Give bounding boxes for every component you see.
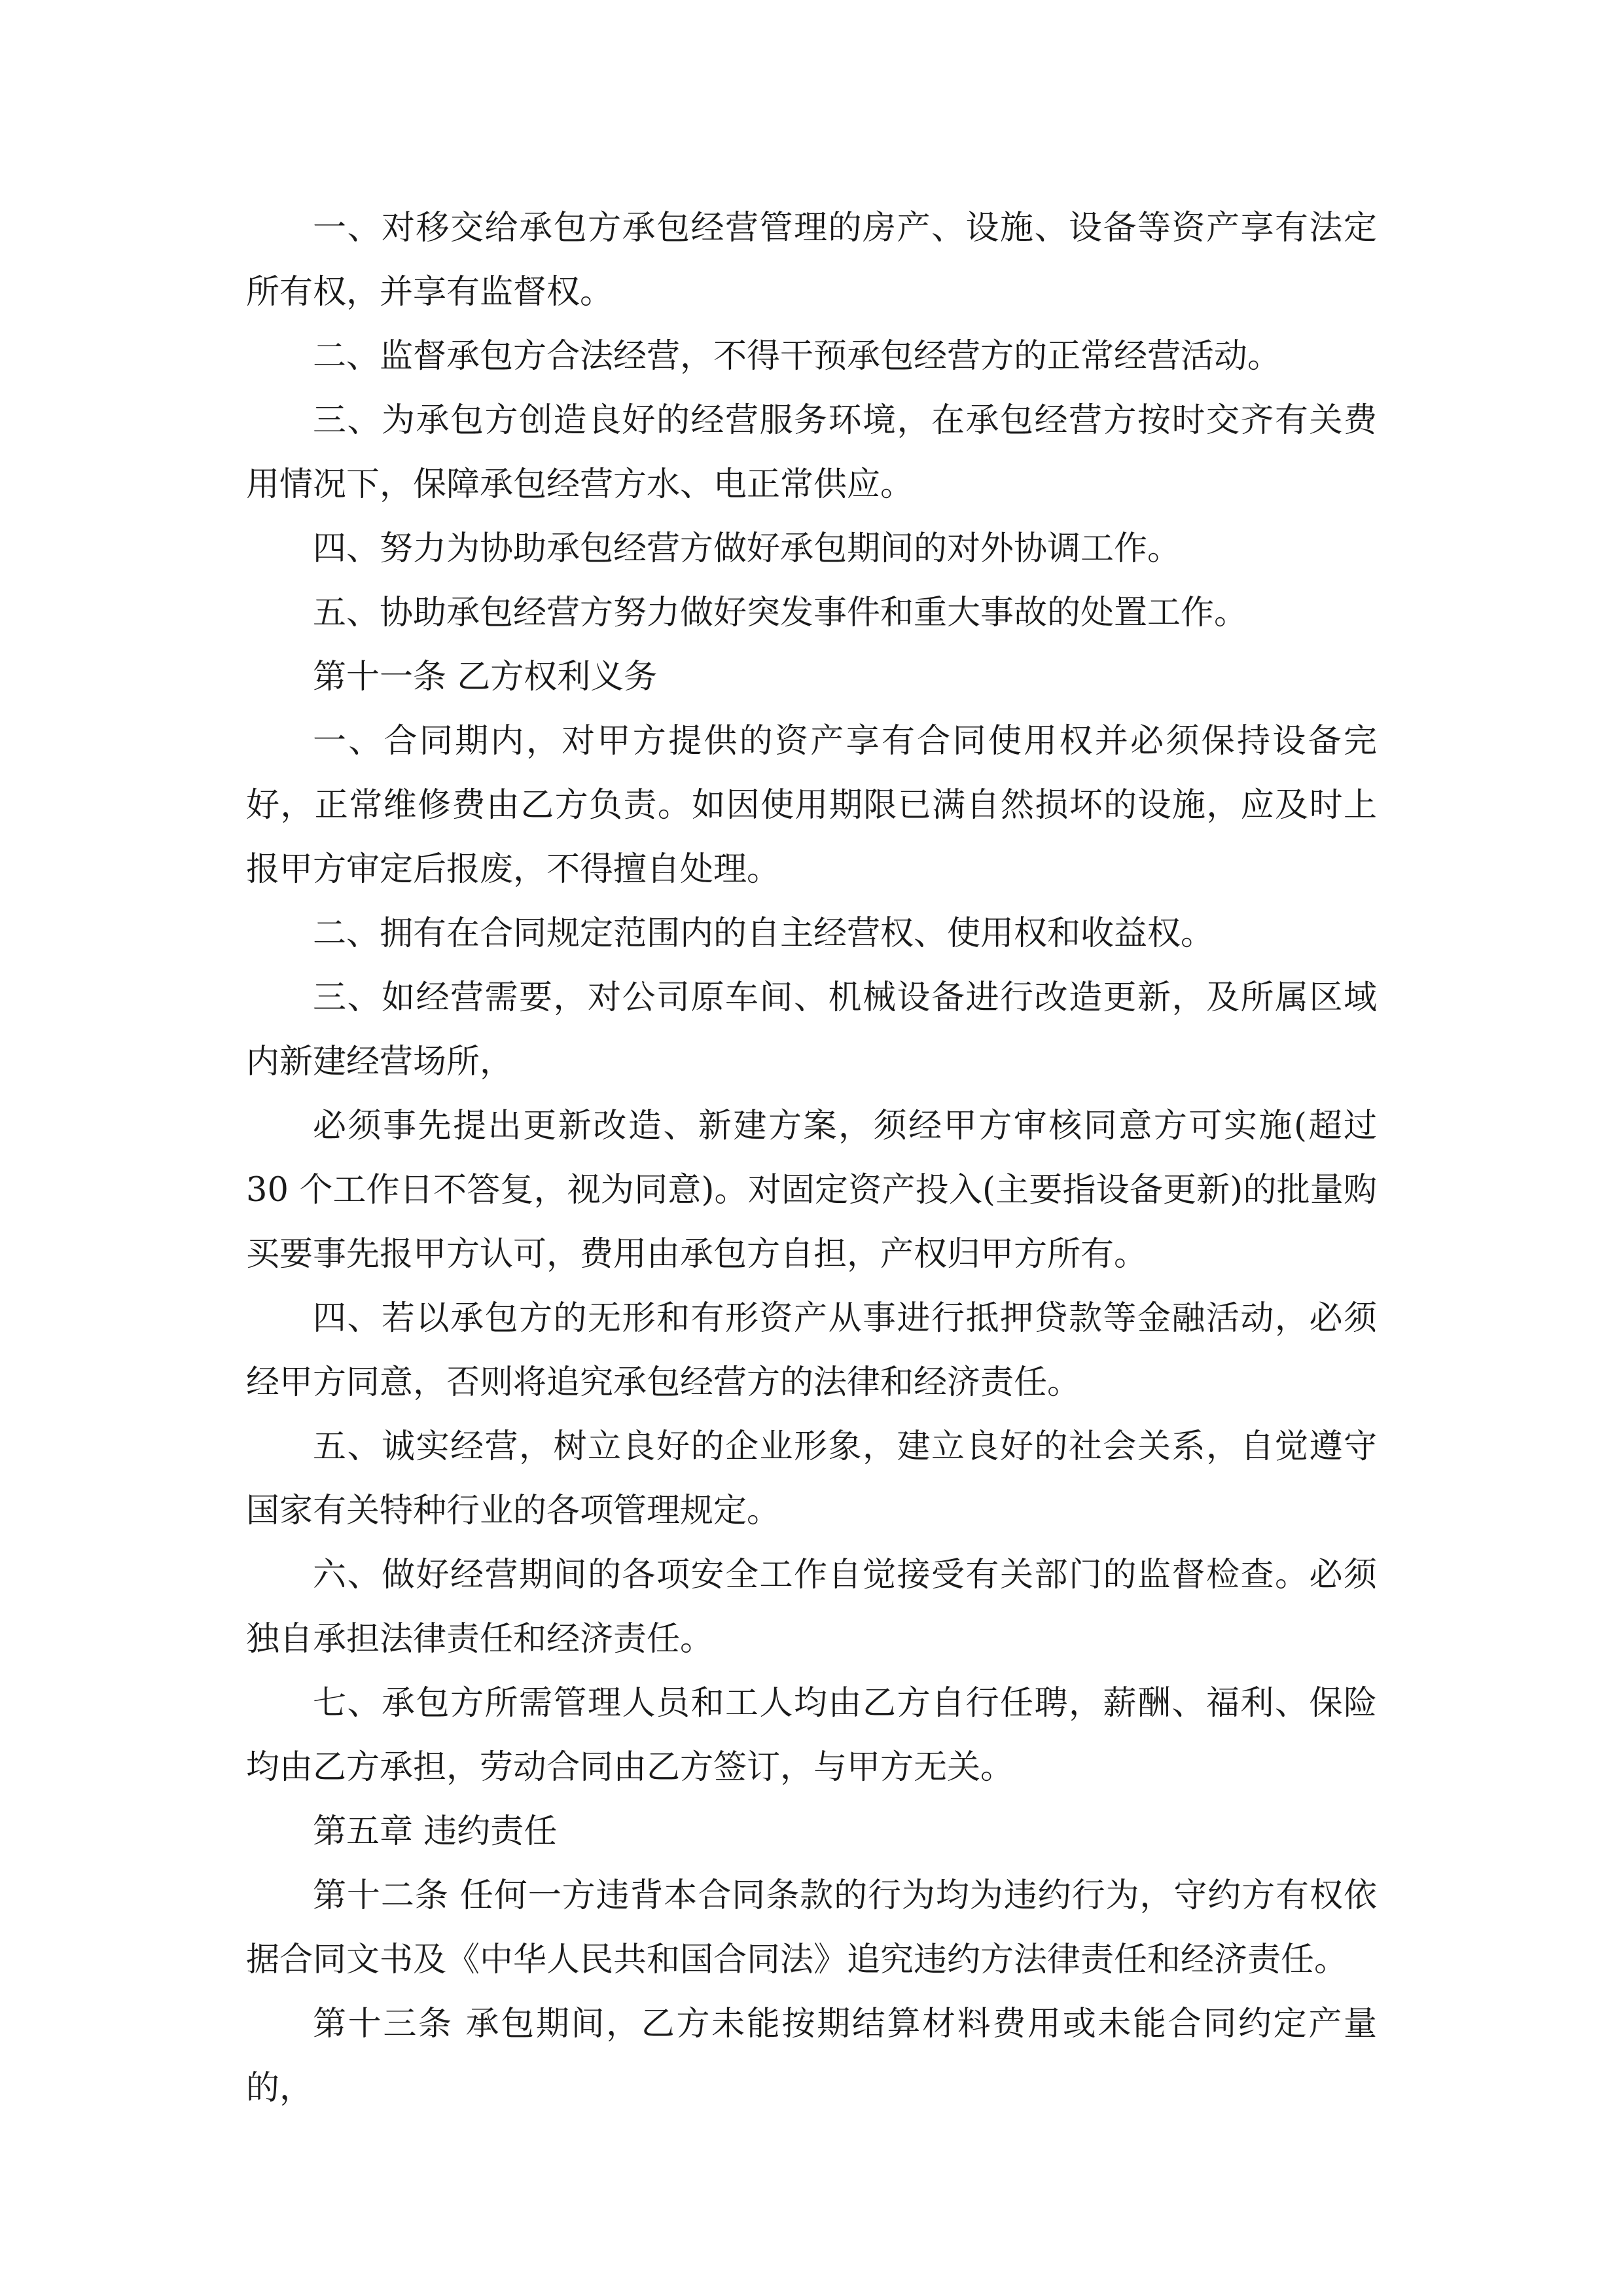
- article-13-paragraph: 第十三条 承包期间，乙方未能按期结算材料费用或未能合同约定产量的，: [246, 2005, 1377, 2108]
- paragraph-party-b-asset-use: 一、合同期内，对甲方提供的资产享有合同使用权并必须保持设备完好，正常维修费由乙方负责。如因使用期限已满自然损坏的设施，应及时上报甲方审定后报废，不得擅自处理。: [246, 722, 1377, 889]
- paragraph-party-a-supervision: 二、监督承包方合法经营，不得干预承包经营方的正常经营活动。: [313, 337, 1281, 376]
- paragraph-party-b-autonomy: 二、拥有在合同规定范围内的自主经营权、使用权和收益权。: [313, 914, 1215, 953]
- paragraph-party-b-renovation: 三、如经营需要，对公司原车间、机械设备进行改造更新，及所属区域内新建经营场所，: [246, 978, 1377, 1081]
- article-11-heading: 第十一条 乙方权利义务: [313, 658, 658, 696]
- paragraph-party-b-safety: 六、做好经营期间的各项安全工作自觉接受有关部门的监督检查。必须独自承担法律责任和经济责任。: [246, 1556, 1377, 1659]
- paragraph-party-a-ownership: 一、对移交给承包方承包经营管理的房产、设施、设备等资产享有法定所有权，并享有监督权。: [246, 209, 1377, 312]
- paragraph-party-b-approval: 必须事先提出更新改造、新建方案，须经甲方审核同意方可实施(超过 30 个工作日不答复，视为同意)。对固定资产投入(主要指设备更新)的批量购买要事先报甲方认可，费用由承包方自担，产权归甲方所有。: [246, 1107, 1377, 1274]
- paragraph-party-b-mortgage: 四、若以承包方的无形和有形资产从事进行抵押贷款等金融活动，必须经甲方同意，否则将追究承包经营方的法律和经济责任。: [246, 1299, 1377, 1402]
- paragraph-party-b-integrity: 五、诚实经营，树立良好的企业形象，建立良好的社会关系，自觉遵守国家有关特种行业的各项管理规定。: [246, 1427, 1377, 1530]
- article-12-paragraph: 第十二条 任何一方违背本合同条款的行为均为违约行为，守约方有权依据合同文书及《中华人民共和国合同法》追究违约方法律责任和经济责任。: [246, 1876, 1377, 1979]
- paragraph-party-a-emergency: 五、协助承包经营方努力做好突发事件和重大事故的处置工作。: [313, 594, 1248, 632]
- paragraph-party-a-coordination: 四、努力为协助承包经营方做好承包期间的对外协调工作。: [313, 529, 1181, 568]
- paragraph-party-b-staffing: 七、承包方所需管理人员和工人均由乙方自行任聘，薪酬、福利、保险均由乙方承担，劳动合同由乙方签订，与甲方无关。: [246, 1684, 1377, 1787]
- paragraph-party-a-environment: 三、为承包方创造良好的经营服务环境，在承包经营方按时交齐有关费用情况下，保障承包经营方水、电正常供应。: [246, 401, 1377, 504]
- document-body: [246, 196, 1377, 2121]
- chapter-5-heading: 第五章 违约责任: [313, 1812, 558, 1851]
